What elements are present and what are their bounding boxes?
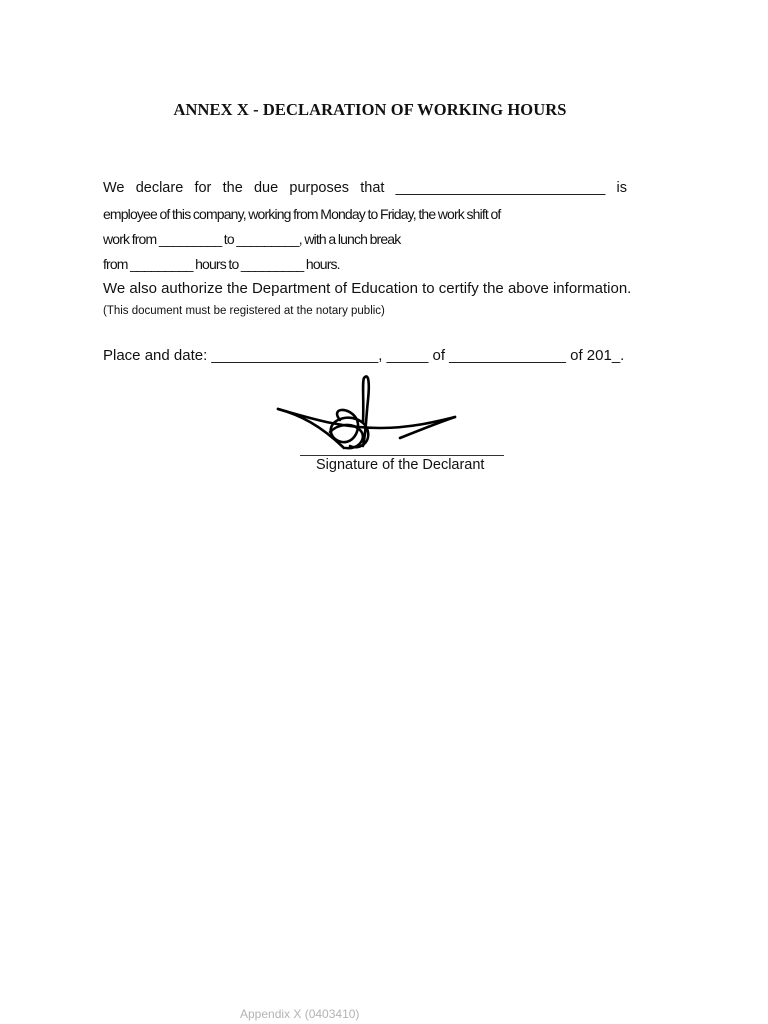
declaration-line-1: We declare for the due purposes that __________________________ is bbox=[103, 180, 627, 196]
place-and-date-line: Place and date: ____________________, _____ of ______________ of 201_. bbox=[103, 347, 625, 364]
authorization-line: We also authorize the Department of Education to certify the above information. bbox=[103, 280, 632, 297]
declaration-line-2: employee of this company, working from Monday to Friday, the work shift of bbox=[103, 206, 501, 222]
signature-label: Signature of the Declarant bbox=[316, 457, 485, 473]
notary-note: (This document must be registered at the notary public) bbox=[103, 305, 385, 317]
document-title: ANNEX X - DECLARATION OF WORKING HOURS bbox=[173, 100, 567, 119]
declaration-line-3: work from _________ to _________, with a lunch break bbox=[103, 231, 401, 247]
signature-line bbox=[300, 455, 504, 456]
declaration-line-4: from _________ hours to _________ hours. bbox=[103, 256, 340, 272]
signature-block bbox=[270, 370, 530, 480]
footer-reference: Appendix X (0403410) bbox=[240, 1007, 360, 1021]
